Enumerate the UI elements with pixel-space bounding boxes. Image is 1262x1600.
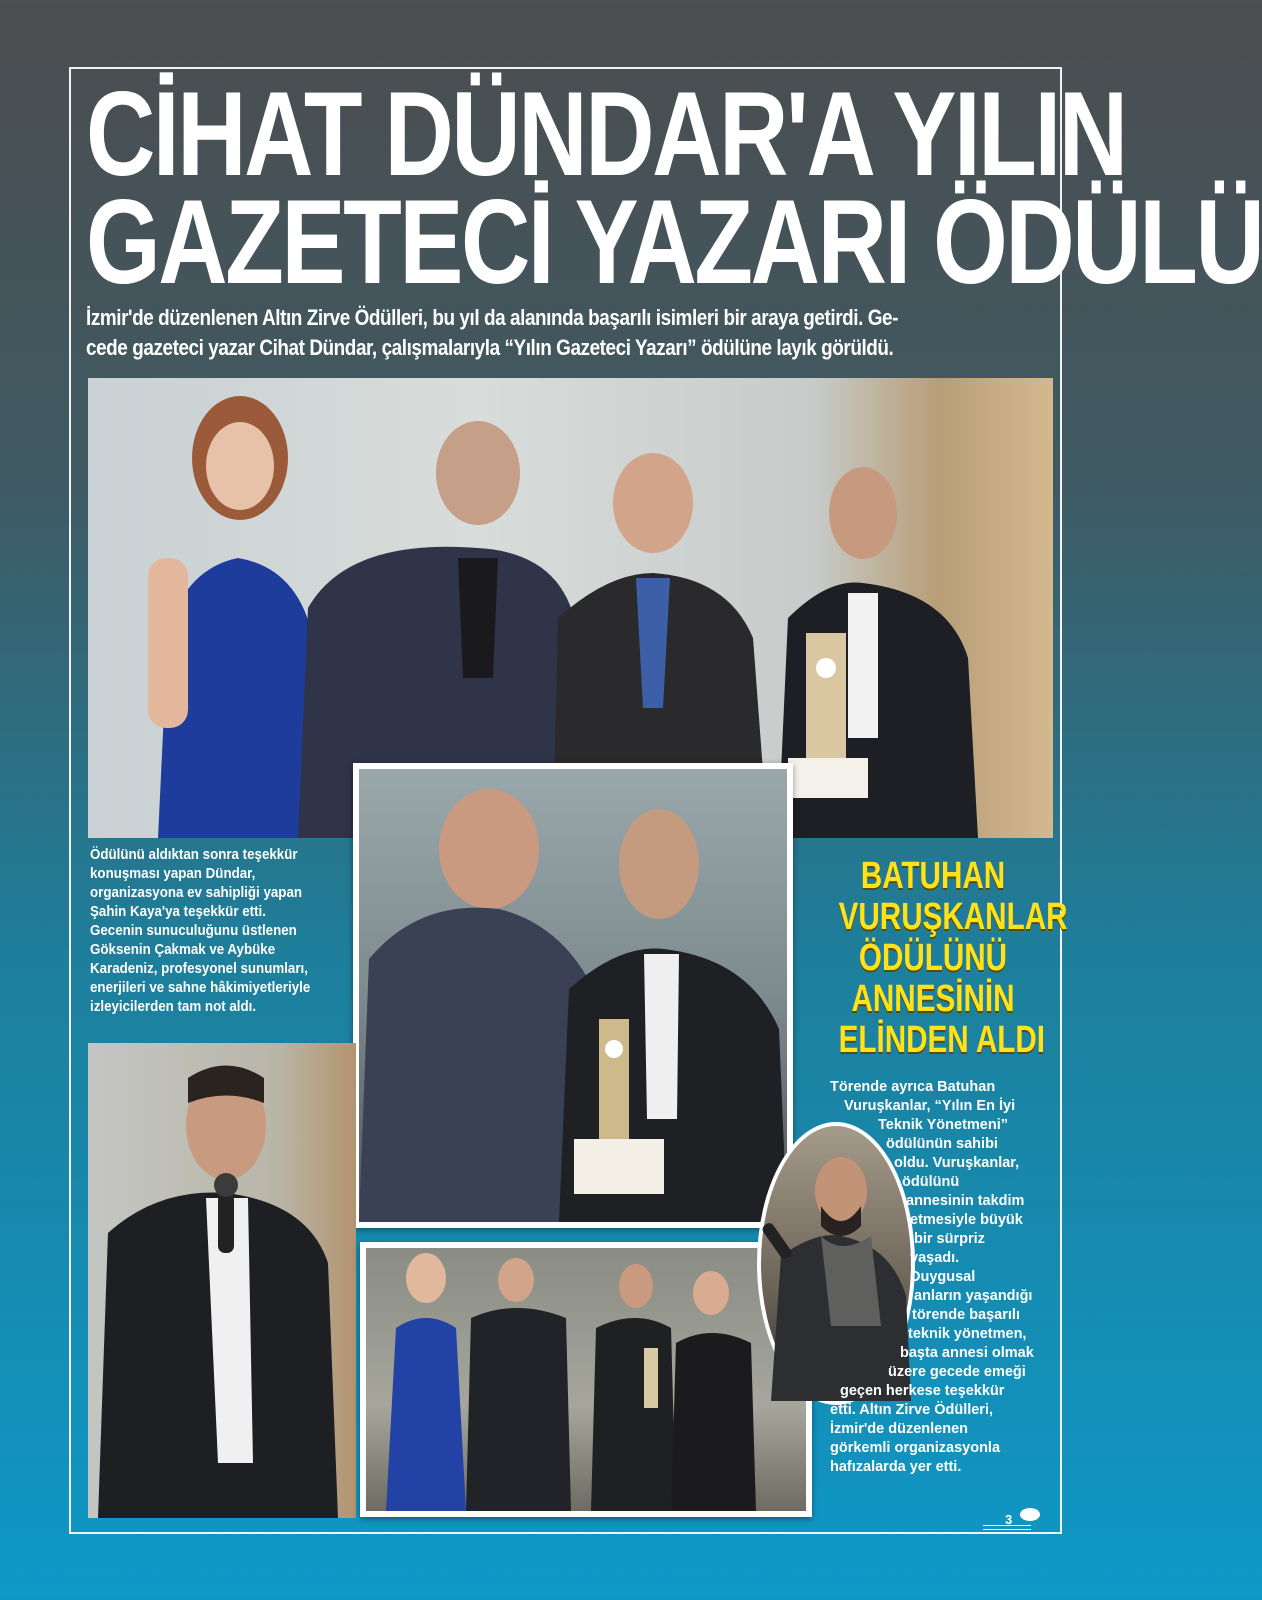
side-text-line: etti. Altın Zirve Ödülleri, [830,1402,994,1418]
side-text-line: geçen herkese teşekkür [840,1383,1005,1399]
group-photo [360,1242,812,1517]
caption-line: Şahin Kaya'ya teşekkür etti. [90,904,266,920]
sub-headline-line: VURUŞKANLAR [838,896,1068,938]
side-text-line: yaşadı. [910,1250,960,1266]
lead-line-1: İzmir'de düzenlenen Altın Zirve Ödülleri, bu yıl da alanında başarılı isimleri bir araya getirdi. Ge- [86,305,899,330]
main-headline [86,67,1262,309]
caption-line: Göksenin Çakmak ve Aybüke [90,942,276,958]
lead-paragraph [86,303,1046,363]
side-text-line: üzere gecede emeği [888,1364,1026,1380]
group-illustration [366,1248,806,1511]
side-text-line: anların yaşandığı [914,1288,1033,1304]
side-text-line: Teknik Yönetmeni” [878,1117,1008,1133]
award-handover-illustration [359,769,787,1222]
sub-headline-line: ÖDÜLÜNÜ [858,937,1008,979]
side-text-line: bir sürpriz [914,1231,985,1247]
side-text-line: Törende ayrıca Batuhan [830,1079,996,1095]
caption-line: Gecenin sunuculuğunu üstlenen [90,923,297,939]
caption-line: Karadeniz, profesyonel sunumları, [90,961,308,977]
award-handover-photo [353,763,793,1228]
headline-line-1: CİHAT DÜNDAR'A YILIN [86,67,1126,201]
side-text-line: teknik yönetmen, [908,1326,1027,1342]
side-text-line: hafızalarda yer etti. [830,1459,962,1475]
side-text-line: Duygusal [910,1269,976,1285]
side-article-text [830,1078,1060,1477]
side-text-line: törende başarılı [912,1307,1020,1323]
headline-line-2: GAZETECİ YAZARI ÖDÜLÜ [86,175,1262,309]
sub-headline [812,855,1068,1061]
speaker-photo [88,1043,356,1518]
sub-headline-line: BATUHAN [860,855,1006,897]
lead-line-2: cede gazeteci yazar Cihat Dündar, çalışmalarıyla “Yılın Gazeteci Yazarı” ödülüne layık görüldü. [86,335,894,360]
side-text-line: ödülünü [902,1174,960,1190]
side-text-line: Vuruşkanlar, “Yılın En İyi [844,1098,1016,1114]
caption-line: organizasyona ev sahipliği yapan [90,885,303,901]
side-text-line: oldu. Vuruşkanlar, [894,1155,1020,1171]
side-text-line: ödülünün sahibi [886,1136,998,1152]
photo-caption [90,846,348,1017]
side-text-line: başta annesi olmak [900,1345,1034,1361]
caption-line: enerjileri ve sahne hâkimiyetleriyle [90,980,311,996]
caption-line: Ödülünü aldıktan sonra teşekkür [90,847,298,863]
side-text-line: görkemli organizasyonla [830,1440,1001,1456]
side-text-line: etmesiyle büyük [910,1212,1023,1228]
caption-line: izleyicilerden tam not aldı. [90,999,257,1015]
page-number: 3 [1005,1512,1013,1527]
caption-line: konuşması yapan Dündar, [90,866,256,882]
side-text-line: İzmir'de düzenlenen [830,1421,968,1437]
sub-headline-line: ELİNDEN ALDI [838,1019,1046,1061]
speech-bubble-icon [1020,1508,1040,1521]
side-text-line: annesinin takdim [906,1193,1025,1209]
sub-headline-line: ANNESİNİN [851,978,1015,1020]
speaker-illustration [88,1043,356,1518]
